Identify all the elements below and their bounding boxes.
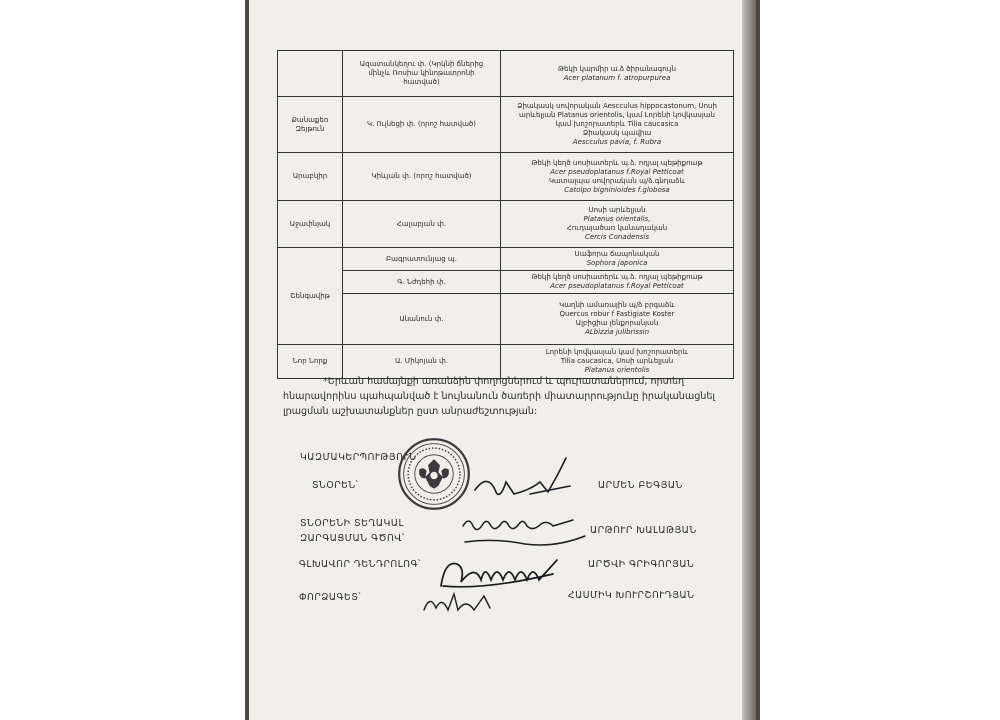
role-dendrologist: ԳԼԽԱՎՈՐ ԴԵՆԴՐՈԼՈԳ՝ [299, 559, 421, 570]
district-cell: Քանաքեռ Զեյթուն [278, 97, 343, 153]
district-cell: Աջափնյակ [278, 201, 343, 248]
street-cell [343, 271, 501, 294]
street-line: Անանուն փ. [399, 314, 444, 323]
street-line: մինչև Ռոսիա կինոթատրոնի [368, 69, 475, 77]
street-cell [343, 153, 501, 201]
tree-line: Թեկի կարմիր ա.ձ ծիրանագույն [557, 64, 677, 73]
street-line: Գ. Նժդեհի փ. [397, 277, 446, 286]
table-row [278, 271, 734, 294]
tree-line: Platanus orientolis [584, 366, 650, 374]
tree-species-cell [501, 97, 734, 153]
signature-expert [418, 588, 498, 618]
tree-species-cell [501, 271, 734, 294]
street-line: Ազատանկեղու փ. (Կրկնի ճներից [359, 60, 484, 68]
table-row [278, 248, 734, 271]
table-row [278, 153, 734, 201]
tree-line: Acer pseudoplatanus f.Royal Petticoat [550, 282, 684, 290]
street-cell [343, 248, 501, 271]
tree-line: Quercus robur f Fastigiate Koster [559, 310, 675, 318]
tree-species-cell [501, 51, 734, 97]
table-row [278, 201, 734, 248]
street-cell [343, 294, 501, 345]
street-cell [343, 97, 501, 153]
table-row [278, 51, 734, 97]
note-paragraph [283, 374, 723, 419]
tree-species-cell [501, 201, 734, 248]
note-line: հնարավորինս պահպանված է նույնանուն ծառերի միատարրությունը իրականացնել [283, 391, 716, 402]
table-row [278, 294, 734, 345]
tree-line: Ալբիցիա լենքորանյան [575, 319, 659, 327]
street-line: Կ. Ուլնեցի փ. (որոշ հատված) [366, 120, 477, 128]
role-director: ՏՆՕՐԵՆ՝ [312, 480, 359, 491]
street-line: Բագրատունյաց պ. [386, 254, 457, 263]
district-cell: Նոր Նորք [278, 345, 343, 379]
tree-line: Ձիակասկ պավիա [582, 129, 652, 137]
tree-line: ALbizzia julibrissin [584, 328, 650, 336]
tree-line: Tilia caucasica, Սոսի արևելյան [560, 357, 674, 365]
organization-label: ԿԱԶՄԱԿԵՐՊՈՒԹՅՈՒՆ [300, 452, 417, 463]
tree-planting-table [277, 50, 734, 379]
role-deputy-line2: ԶԱՐԳԱՑՄԱՆ ԳԾՈՎ՝ [300, 533, 405, 544]
tree-line: Սոսի արևելյան [588, 206, 646, 214]
name-dendrologist: ԱՐԾՎԻ ԳՐԻԳՈՐՅԱՆ [588, 559, 695, 570]
tree-line: Acer pseudoplatanus f.Royal Petticoat [550, 167, 684, 176]
signature-deputy [455, 508, 595, 553]
street-line: Հալաբյան փ. [396, 219, 447, 228]
tree-line: Կատալպա սովորական պ/ձ.գնդաձև [548, 176, 686, 185]
district-cell: Շենգավիթ [278, 248, 343, 345]
street-cell [343, 201, 501, 248]
tree-line: Թեկի կեղծ սոսիատերև պ.ձ. ոդյալ պեթիքոաթ [531, 273, 703, 281]
note-line: լրացման աշխատանքներ ըստ անրաժեշտության: [283, 406, 538, 417]
tree-line: Լորենի կովկասյան կամ խոշորատերև [545, 348, 689, 356]
tree-line: Ձիակասկ սովորական Aescculus hippocastonum, Սոսի [517, 102, 717, 110]
tree-line: Cercis Conadensis [584, 233, 650, 241]
tree-line: Aescculus pavia, f. Rubra [572, 138, 662, 146]
name-deputy: ԱՐԹՈՒՐ ԽԱԼԱԹՅԱՆ [590, 525, 697, 536]
role-deputy: ՏՆՕՐԵՆԻ ՏԵՂԱԿԱԼ [300, 518, 404, 529]
tree-species-cell [501, 294, 734, 345]
district-cell: Արաբկիր [278, 153, 343, 201]
tree-line: արևելյան Platanus orientolis, կամ Լորենի կովկասյան [519, 111, 715, 119]
signature-director [470, 452, 580, 507]
role-expert: ՓՈՐՁԱԳԵՏ՝ [299, 592, 362, 603]
tree-species-cell [501, 153, 734, 201]
tree-line: Acer platanum f. atropurpurea [563, 73, 671, 82]
tree-line: Թեկի կեղծ սոսիատերև պ.ձ. ոդյալ պեթիքոաթ [531, 158, 703, 167]
name-expert: ՀԱՍՄԻԿ ԽՈՒՐՇՈՒԴՅԱՆ [568, 590, 695, 601]
tree-line: Sophora japonica [586, 259, 648, 267]
street-line: Կիևյան փ. (որոշ հատված) [371, 172, 472, 180]
page-edge-shadow [742, 0, 756, 720]
tree-line: կամ խոշորատերև Tilia caucasica [555, 120, 679, 128]
street-line: Ա. Միկոյան փ. [394, 357, 449, 365]
official-stamp [397, 437, 471, 511]
street-line: հատված) [403, 78, 440, 86]
tree-line: Սաֆորա ճապոնական [574, 250, 660, 258]
district-cell [278, 51, 343, 97]
tree-species-cell [501, 248, 734, 271]
street-cell [343, 51, 501, 97]
tree-line: Catolpo bigninioides f.globosa [564, 185, 670, 194]
note-line: *Երևան համայնքի առանձին փողոցներում և պուրատաներում, որտեղ [323, 376, 685, 387]
tree-line: Հուդայածառ կանադական [566, 224, 668, 232]
name-director: ԱՐՄԵՆ ԲԵԳՅԱՆ [598, 480, 683, 491]
table-row [278, 97, 734, 153]
tree-line: Platanus orientalis, [583, 215, 651, 223]
tree-line: Կաղնի ամառային պ/ձ բրգաձև [559, 301, 675, 309]
